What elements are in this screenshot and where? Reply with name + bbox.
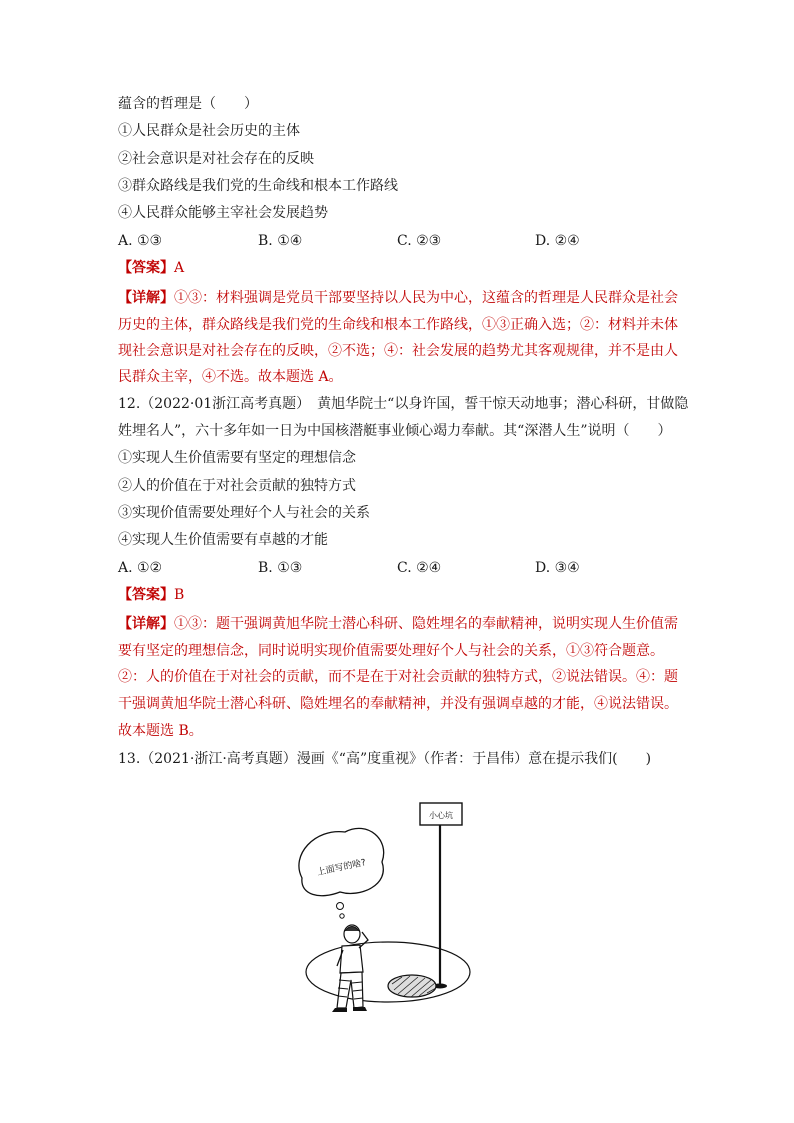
q11-answer-label: 【答案】 xyxy=(118,260,174,276)
q12-detail-line-2: 要有坚定的理想信念，同时说明实现价值需要处理好个人与社会的关系，①③符合题意。 xyxy=(118,643,664,659)
cartoon-illustration xyxy=(290,800,480,1025)
q11-answer xyxy=(118,258,184,278)
q12-detail-line-1 xyxy=(118,614,678,634)
q12-stem-line-2: 姓埋名人”，六十多年如一日为中国核潜艇事业倾心竭力奉献。其“深潜人生”说明（ ） xyxy=(118,423,672,439)
cartoon-person-shoe-right xyxy=(353,1007,367,1011)
q12-detail-text-1: ①③：题干强调黄旭华院士潜心科研、隐姓埋名的奉献精神，说明实现人生价值需 xyxy=(174,616,678,632)
q12-item-3: ③实现价值需要处理好个人与社会的关系 xyxy=(118,505,370,521)
q11-detail-label: 【详解】 xyxy=(118,290,174,306)
q11-option-b: B. ①④ xyxy=(258,233,303,249)
q12-answer xyxy=(118,585,184,605)
q12-option-d: D. ③④ xyxy=(535,560,580,576)
cartoon-manhole xyxy=(388,975,436,997)
q11-detail-line-4: 民群众主宰，④不选。故本题选 A。 xyxy=(118,369,343,385)
cartoon-bubble-dot-2 xyxy=(340,914,344,918)
q11-option-d: D. ②④ xyxy=(535,233,580,249)
q11-answer-value: A xyxy=(174,260,185,276)
q11-detail-text-1: ①③：材料强调是党员干部要坚持以人民为中心，这蕴含的哲理是人民群众是社会 xyxy=(174,290,678,306)
q12-item-2: ②人的价值在于对社会贡献的独特方式 xyxy=(118,478,356,494)
q12-detail-line-3: ②：人的价值在于对社会的贡献，而不是在于对社会贡献的独特方式，②说法错误。④：题 xyxy=(118,669,678,685)
q12-option-a: A. ①② xyxy=(118,560,163,576)
q12-stem-line-1: 12.（2022·01浙江高考真题） 黄旭华院士“以身许国，誓干惊天动地事；潜心科研，甘做隐 xyxy=(118,396,689,412)
q12-item-1: ①实现人生价值需要有坚定的理想信念 xyxy=(118,450,356,466)
q11-item-3: ③群众路线是我们党的生命线和根本工作路线 xyxy=(118,178,398,194)
q12-detail-line-5: 故本题选 B。 xyxy=(118,723,203,739)
cartoon-person-body xyxy=(340,945,363,973)
q11-stem-tail: 蕴含的哲理是（ ） xyxy=(118,96,258,112)
q13-stem: 13.（2021·浙江·高考真题）漫画《“高”度重视》（作者：于昌伟）意在提示我们( ) xyxy=(118,751,652,767)
q11-item-2: ②社会意识是对社会存在的反映 xyxy=(118,151,314,167)
q12-answer-value: B xyxy=(174,587,185,603)
q12-option-c: C. ②④ xyxy=(397,560,442,576)
cartoon-ground xyxy=(306,942,470,1002)
cartoon-sign-text: 小心坑 xyxy=(429,811,453,820)
q12-item-4: ④实现人生价值需要有卓越的才能 xyxy=(118,532,328,548)
q11-option-a: A. ①③ xyxy=(118,233,163,249)
q11-option-c: C. ②③ xyxy=(397,233,442,249)
q12-answer-label: 【答案】 xyxy=(118,587,174,603)
cartoon-bubble-dot-1 xyxy=(337,903,344,910)
q12-detail-line-4: 干强调黄旭华院士潜心科研、隐姓埋名的奉献精神，并没有强调卓越的才能，④说法错误。 xyxy=(118,696,678,712)
q12-option-b: B. ①③ xyxy=(258,560,303,576)
q11-detail-line-1 xyxy=(118,288,678,308)
q11-item-4: ④人民群众能够主宰社会发展趋势 xyxy=(118,205,328,221)
q12-detail-label: 【详解】 xyxy=(118,616,174,632)
cartoon-person-shoe-left xyxy=(332,1008,347,1012)
q11-detail-line-3: 现社会意识是对社会存在的反映，②不选；④：社会发展的趋势尤其客观规律，并不是由人 xyxy=(118,343,678,359)
q11-item-1: ①人民群众是社会历史的主体 xyxy=(118,123,300,139)
q11-detail-line-2: 历史的主体，群众路线是我们党的生命线和根本工作路线，①③正确入选；②：材料并未体 xyxy=(118,317,678,333)
cartoon-bubble-text: 上面写的啥? xyxy=(316,857,367,879)
